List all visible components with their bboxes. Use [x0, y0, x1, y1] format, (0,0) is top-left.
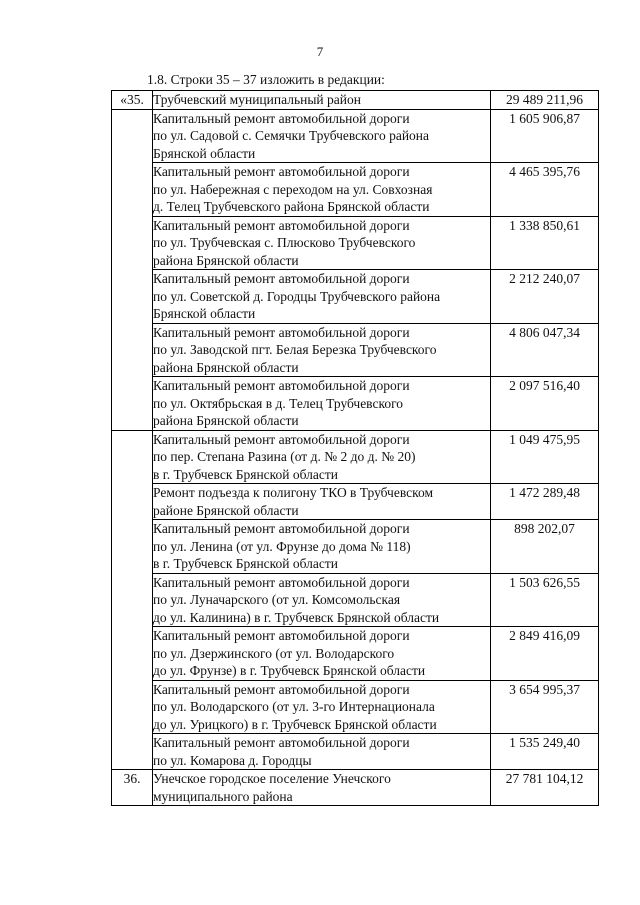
description-line: Брянской области [153, 306, 256, 321]
row-number [112, 484, 153, 520]
description-line: по ул. Советской д. Городцы Трубчевского района [153, 288, 441, 304]
description-line: Капитальный ремонт автомобильной дороги [153, 164, 410, 179]
description-line: Капитальный ремонт автомобильной дороги [153, 271, 410, 286]
row-amount: 1 535 249,40 [491, 734, 599, 770]
row-number [112, 216, 153, 270]
description-line: Капитальный ремонт автомобильной дороги [153, 735, 410, 750]
table-row [112, 91, 599, 110]
table-row [112, 627, 599, 681]
description-line: муниципального района [153, 788, 293, 804]
row-amount: 4 806 047,34 [491, 323, 599, 377]
description-line: Капитальный ремонт автомобильной дороги [153, 628, 410, 643]
description-line: по ул. Володарского (от ул. 3-го Интернационала [153, 699, 435, 714]
row-number [112, 377, 153, 431]
table-row [112, 770, 599, 806]
row-number [112, 109, 153, 163]
row-amount: 29 489 211,96 [491, 91, 599, 110]
row-description [153, 109, 491, 163]
row-amount: 3 654 995,37 [491, 680, 599, 734]
row-number [112, 430, 153, 484]
row-number [112, 323, 153, 377]
row-amount: 898 202,07 [491, 520, 599, 574]
description-line: в г. Трубчевск Брянской области [153, 556, 339, 571]
description-line: района Брянской области [153, 413, 299, 428]
budget-table [111, 90, 599, 806]
description-line: Капитальный ремонт автомобильной дороги [153, 324, 410, 340]
description-line: по пер. Степана Разина (от д. № 2 до д. № 20) [153, 449, 416, 464]
description-line: Брянской области [153, 145, 256, 161]
description-line: по ул. Ленина (от ул. Фрунзе до дома № 118) [153, 538, 411, 554]
row-description [153, 91, 491, 110]
description-line: по ул. Комарова д. Городцы [153, 752, 312, 768]
table-row [112, 323, 599, 377]
row-description [153, 680, 491, 734]
row-amount: 2 212 240,07 [491, 270, 599, 324]
description-line: Трубчевский муниципальный район [153, 92, 361, 107]
row-description [153, 216, 491, 270]
description-line: до ул. Фрунзе) в г. Трубчевск Брянской области [153, 663, 426, 678]
row-amount: 1 503 626,55 [491, 573, 599, 627]
page-number: 7 [316, 44, 324, 59]
section-intro: 1.8. Строки 35 – 37 изложить в редакции: [147, 72, 385, 87]
row-description [153, 627, 491, 681]
description-line: Капитальный ремонт автомобильной дороги [153, 521, 410, 536]
row-number [112, 573, 153, 627]
row-description [153, 734, 491, 770]
description-line: по ул. Заводской пгт. Белая Березка Трубчевского [153, 342, 437, 357]
row-description [153, 163, 491, 217]
row-amount: 4 465 395,76 [491, 163, 599, 217]
description-line: до ул. Урицкого) в г. Трубчевск Брянской области [153, 716, 437, 732]
row-amount: 27 781 104,12 [491, 770, 599, 806]
description-line: по ул. Октябрьская в д. Телец Трубчевского [153, 395, 404, 411]
table-row [112, 484, 599, 520]
description-line: Капитальный ремонт автомобильной дороги [153, 378, 410, 393]
description-line: Капитальный ремонт автомобильной дороги [153, 431, 410, 447]
description-line: Капитальный ремонт автомобильной дороги [153, 681, 410, 697]
row-amount: 1 049 475,95 [491, 430, 599, 484]
row-number: «35. [112, 91, 153, 110]
description-line: по ул. Трубчевская с. Плюсково Трубчевского [153, 235, 416, 250]
row-description [153, 323, 491, 377]
table-row [112, 270, 599, 324]
table-row [112, 520, 599, 574]
description-line: Капитальный ремонт автомобильной дороги [153, 217, 410, 233]
row-description [153, 520, 491, 574]
row-number [112, 520, 153, 574]
description-line: Ремонт подъезда к полигону ТКО в Трубчевском [153, 485, 434, 500]
row-amount: 2 097 516,40 [491, 377, 599, 431]
row-amount: 1 605 906,87 [491, 109, 599, 163]
description-line: до ул. Калинина) в г. Трубчевск Брянской области [153, 609, 440, 625]
description-line: по ул. Садовой с. Семячки Трубчевского района [153, 128, 430, 143]
description-line: района Брянской области [153, 252, 299, 268]
table-row [112, 377, 599, 431]
row-description [153, 573, 491, 627]
table-row [112, 573, 599, 627]
row-description [153, 430, 491, 484]
row-number [112, 680, 153, 734]
table-row [112, 680, 599, 734]
description-line: Капитальный ремонт автомобильной дороги [153, 574, 410, 590]
description-line: Унечское городское поселение Унечского [153, 771, 391, 786]
row-number [112, 734, 153, 770]
row-amount: 1 338 850,61 [491, 216, 599, 270]
row-amount: 1 472 289,48 [491, 484, 599, 520]
row-description [153, 377, 491, 431]
row-description [153, 484, 491, 520]
row-number [112, 627, 153, 681]
table-row [112, 109, 599, 163]
description-line: по ул. Набережная с переходом на ул. Совхозная [153, 181, 433, 197]
table-row [112, 216, 599, 270]
row-number [112, 163, 153, 217]
description-line: в г. Трубчевск Брянской области [153, 466, 339, 482]
description-line: Капитальный ремонт автомобильной дороги [153, 110, 410, 126]
row-description [153, 270, 491, 324]
description-line: района Брянской области [153, 359, 299, 375]
row-number: 36. [112, 770, 153, 806]
table-row [112, 430, 599, 484]
table-row [112, 163, 599, 217]
description-line: по ул. Дзержинского (от ул. Володарского [153, 645, 395, 661]
table-row [112, 734, 599, 770]
description-line: районе Брянской области [153, 502, 299, 518]
row-amount: 2 849 416,09 [491, 627, 599, 681]
row-number [112, 270, 153, 324]
row-description [153, 770, 491, 806]
description-line: д. Телец Трубчевского района Брянской области [153, 199, 430, 214]
description-line: по ул. Луначарского (от ул. Комсомольская [153, 592, 401, 607]
